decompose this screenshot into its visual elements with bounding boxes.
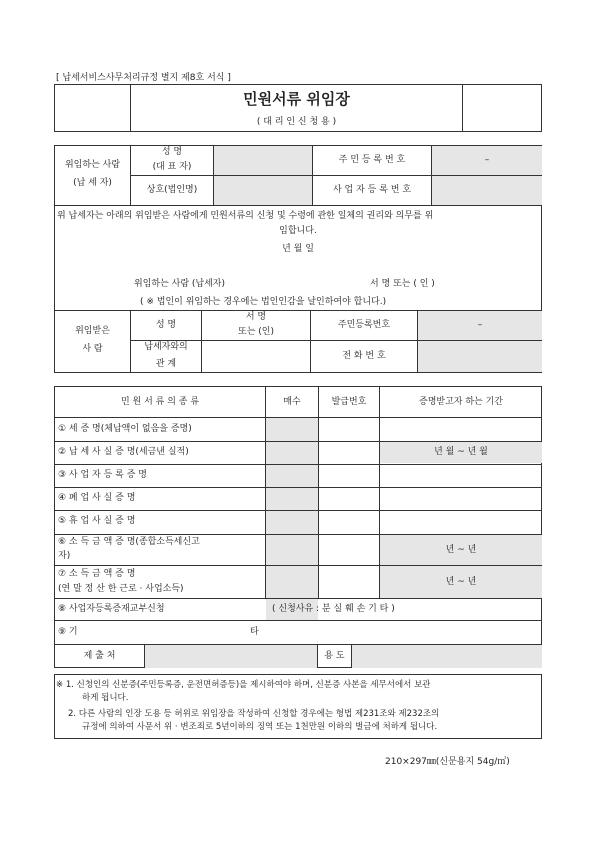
grid-line bbox=[54, 644, 542, 645]
reissue-label: ⑧ 사업자등록증재교부신청 bbox=[58, 604, 165, 614]
grid-line bbox=[54, 417, 542, 418]
row-7-period: 년 ~ 년 bbox=[445, 577, 477, 587]
page-title: 민원서류 위임장 bbox=[243, 90, 350, 108]
row-5-label: ⑤ 휴 업 사 실 증 명 bbox=[58, 516, 136, 526]
delegator-role: 위임하는 사람 bbox=[64, 160, 121, 170]
delegator-role-sub: (납 세 자) bbox=[73, 178, 112, 188]
grid-line bbox=[351, 644, 352, 668]
other-label: ⑨ 기 bbox=[58, 627, 78, 637]
grid-line bbox=[130, 340, 542, 341]
submit-label: 제 출 처 bbox=[83, 651, 116, 661]
relation-label: 납세자와의 bbox=[144, 342, 188, 352]
phone-label: 전 화 번 호 bbox=[342, 351, 386, 361]
usage-field bbox=[352, 644, 542, 668]
name-label-sub: (대 표 자) bbox=[152, 162, 192, 172]
grid-line bbox=[54, 620, 542, 621]
grid-line bbox=[54, 441, 542, 442]
statement-text: 위 납세자는 아래의 위임받은 사람에게 민원서류의 신청 및 수령에 관한 일체의 권리와 의무를 위 bbox=[57, 211, 434, 221]
row-1-label: ① 세 증 명(체납액이 없음을 증명) bbox=[58, 424, 192, 434]
rrn-label: 주 민 등 록 번 호 bbox=[338, 155, 406, 165]
statement-text-cont: 임합니다. bbox=[279, 226, 317, 236]
header-count: 매수 bbox=[283, 397, 301, 407]
delegate-rrn-dash: – bbox=[477, 320, 483, 330]
count-column-shade bbox=[266, 418, 318, 620]
grid-line bbox=[54, 487, 542, 488]
header-doc-type: 민 원 서 류 의 종 류 bbox=[120, 397, 200, 407]
grid-line bbox=[54, 534, 542, 535]
form-tag: [ 납세서비스사무처리규정 별지 제8호 서식 ] bbox=[56, 73, 231, 83]
page-subtitle: ( 대 리 인 신 청 용 ) bbox=[256, 117, 337, 127]
row-2-period: 년 월 ~ 년 월 bbox=[434, 447, 488, 457]
name-field bbox=[214, 146, 312, 175]
note-2: 2. 다른 사람의 인장 도용 등 허위로 위임장을 작성하여 신청할 경우에는 형법 제231조와 제232조의 bbox=[68, 709, 440, 719]
business-name-field bbox=[214, 176, 312, 205]
other-label-right: 타 bbox=[250, 627, 259, 637]
header-period: 증명받고자 하는 기간 bbox=[419, 397, 503, 407]
delegate-phone-field bbox=[418, 341, 542, 372]
brn-field bbox=[432, 176, 542, 205]
delegate-sign-label-sub: 또는 (인) bbox=[238, 327, 274, 337]
delegate-role: 위임받은 bbox=[75, 326, 110, 336]
delegate-rrn-label: 주민등록번호 bbox=[337, 320, 391, 330]
note-1-cont: 하게 됩니다. bbox=[82, 693, 129, 703]
business-name-label: 상호(법인명) bbox=[146, 185, 198, 195]
date-line: 년 월 일 bbox=[282, 244, 314, 254]
row-7-label-cont: (연 말 정 산 한 근로 · 사업소득) bbox=[58, 584, 184, 594]
grid-line bbox=[130, 175, 542, 176]
note-2-cont: 규정에 의하여 사문서 위 · 변조죄로 5년이하의 징역 또는 1천만원 이하의 벌금에 처하게 됩니다. bbox=[82, 722, 438, 732]
relation-label-sub: 관 계 bbox=[155, 359, 177, 369]
row-3-label: ③ 사 업 자 등 록 증 명 bbox=[58, 470, 147, 480]
header-issue-no: 발급번호 bbox=[331, 397, 367, 407]
grid-line bbox=[54, 598, 542, 599]
row-6-period: 년 ~ 년 bbox=[445, 545, 477, 555]
grid-line bbox=[54, 205, 542, 206]
sign-label: 서 명 또는 ( 인 ) bbox=[370, 279, 435, 289]
row-6-label: ⑥ 소 득 금 액 증 명(종합소득세신고 bbox=[58, 537, 200, 547]
reissue-reason: ( 신청사유 : 분 실 훼 손 기 타 ) bbox=[272, 604, 395, 614]
name-label: 성 명 bbox=[161, 147, 183, 157]
submit-field bbox=[145, 644, 317, 668]
grid-line bbox=[144, 644, 145, 668]
delegate-name-label: 성 명 bbox=[155, 320, 177, 330]
delegate-sign-label: 서 명 bbox=[245, 312, 267, 322]
paper-size: 210×297㎜(신문용지 54g/㎡) bbox=[385, 757, 510, 767]
usage-label: 용 도 bbox=[324, 651, 345, 661]
grid-line bbox=[54, 565, 542, 566]
row-7-label: ⑦ 소 득 금 액 증 명 bbox=[58, 569, 136, 579]
corporate-seal-note: ( ※ 법인이 위임하는 경우에는 법인인감을 날인하여야 합니다.) bbox=[140, 297, 387, 307]
row-6-label-cont: 자) bbox=[58, 551, 71, 561]
grid-line bbox=[54, 510, 542, 511]
delegate-role-sub: 사 람 bbox=[82, 344, 103, 354]
row-2-label: ② 납 세 사 실 증 명(세금낸 실적) bbox=[58, 447, 189, 457]
grid-line bbox=[54, 464, 542, 465]
row-4-label: ④ 폐 업 사 실 증 명 bbox=[58, 493, 136, 503]
rrn-dash: – bbox=[484, 155, 490, 165]
note-1: ※ 1. 신청인의 신분증(주민등록증, 운전면허증등)을 제시하여야 하며, 신분증 사본을 세무서에서 보관 bbox=[56, 680, 431, 690]
brn-label: 사 업 자 등 록 번 호 bbox=[332, 185, 412, 195]
signer-label: 위임하는 사람 (납세자) bbox=[134, 279, 225, 289]
